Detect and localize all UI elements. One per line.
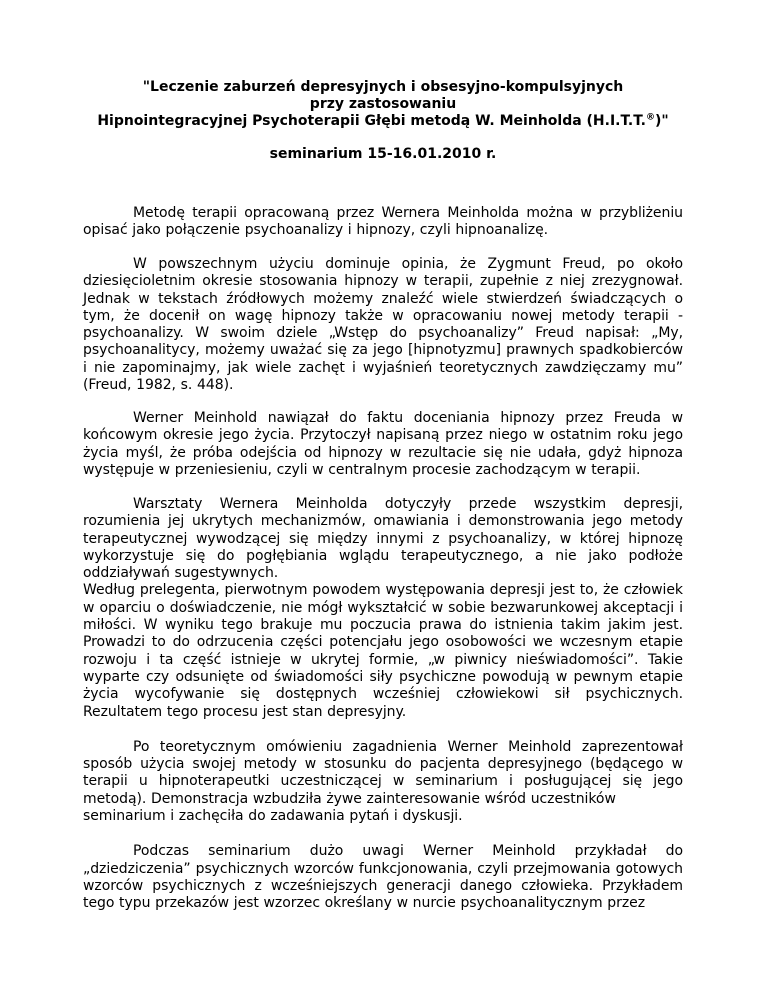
registered-mark: ® bbox=[645, 112, 655, 123]
paragraph-6-last-line: seminarium i zachęciła do zadawania pytań i dyskusji. bbox=[83, 808, 463, 825]
paragraph-3-text: Werner Meinhold nawiązał do faktu doceniania hipnozy przez Freuda w końcowym okresie jego życia. Przytoczył napisaną przez niego w ostatnim roku jego życia myśl, że próba odejścia od hipnozy w rezultacie się nie udała, gdyż hipnoza występuje w przeniesieniu, czyli w centralnym procesie zachodzącym w terapii. bbox=[83, 410, 683, 478]
paragraph-7 bbox=[83, 843, 683, 912]
paragraph-1 bbox=[83, 205, 683, 240]
paragraph-1-text: Metodę terapii opracowaną przez Wernera Meinholda można w przybliżeniu opisać jako połączenie psychoanalizy i hipnozy, czyli hipnoanalizę. bbox=[83, 205, 683, 239]
title-line-3 bbox=[83, 113, 683, 130]
paragraph-6-text: Po teoretycznym omówieniu zagadnienia Werner Meinhold zaprezentował sposób użycia swojej metody w stosunku do pacjenta depresyjnego (będącego w terapii u hipnoterapeutki uczestniczącej w seminarium i posługującej się jego metodą). Demonstracja wzbudziła żywe zainteresowanie wśród uczestników bbox=[83, 738, 683, 807]
paragraph-2-text: W powszechnym użyciu dominuje opinia, że Zygmunt Freud, po około dziesięcioletnim okresie stosowania hipnozy w terapii, zupełnie z niej zrezygnował. Jednak w tekstach źródłowych możemy znaleźć wiele stwierdzeń świadczących o tym, że docenił on wagę hipnozy także w opracowaniu nowej metody terapii - psychoanalizy. W swoim dziele „Wstęp do psychoanalizy” Freud napisał: „My, psychoanalitycy, możemy uważać się za jego [hipnotyzmu] prawnych spadkobierców i nie zapominajmy, jak wiele zachęt i wyjaśnień teoretycznych zawdzięczamy mu” (Freud, 1982, s. 448). bbox=[83, 256, 683, 394]
paragraph-5-text: Według prelegenta, pierwotnym powodem występowania depresji jest to, że człowiek w oparciu o doświadczenie, nie mógł wykształcić w sobie bezwarunkowej akceptacji i miłości. W wyniku tego brakuje mu poczucia prawa do istnienia takim jakim jest. Prowadzi to do odrzucenia części potencjału jego osobowości we wczesnym etapie rozwoju i ta część istnieje w ukrytej formie, „w piwnicy nieświadomości”. Takie wyparte czy odsunięte od świadomości siły psychiczne powodują w pewnym etapie życia wycofywanie się dostępnych wcześniej człowiekowi sił psychicznych. Rezultatem tego procesu jest stan depresyjny. bbox=[83, 582, 683, 720]
seminar-date: seminarium 15-16.01.2010 r. bbox=[269, 146, 497, 162]
title-line-3-main: Hipnointegracyjnej Psychoterapii Głębi metodą W. Meinholda (H.I.T.T. bbox=[97, 113, 646, 129]
paragraph-4 bbox=[83, 496, 683, 721]
document-title bbox=[83, 79, 683, 130]
paragraph-3 bbox=[83, 410, 683, 479]
paragraph-7-text: Podczas seminarium dużo uwagi Werner Meinhold przykładał do „dziedziczenia” psychicznych wzorców funkcjonowania, czyli przejmowania gotowych wzorców psychicznych z wcześniejszych generacji danego człowieka. Przykładem tego typu przekazów jest wzorzec określany w nurcie psychoanalitycznym przez bbox=[83, 843, 683, 912]
paragraph-2 bbox=[83, 256, 683, 394]
paragraph-6 bbox=[83, 739, 683, 825]
title-line-1: "Leczenie zaburzeń depresyjnych i obsesyjno-kompulsyjnych bbox=[142, 79, 624, 95]
title-line-2: przy zastosowaniu bbox=[309, 96, 457, 112]
title-line-3-end: )" bbox=[654, 113, 669, 129]
paragraph-4-text: Warsztaty Wernera Meinholda dotyczyły przede wszystkim depresji, rozumienia jej ukrytych mechanizmów, omawiania i demonstrowania jego metody terapeutycznej wywodzącej się między innymi z psychoanalizy, w której hipnozę wykorzystuje się do pogłębiania wglądu terapeutycznego, a nie jako podłoże oddziaływań sugestywnych. bbox=[83, 496, 683, 582]
